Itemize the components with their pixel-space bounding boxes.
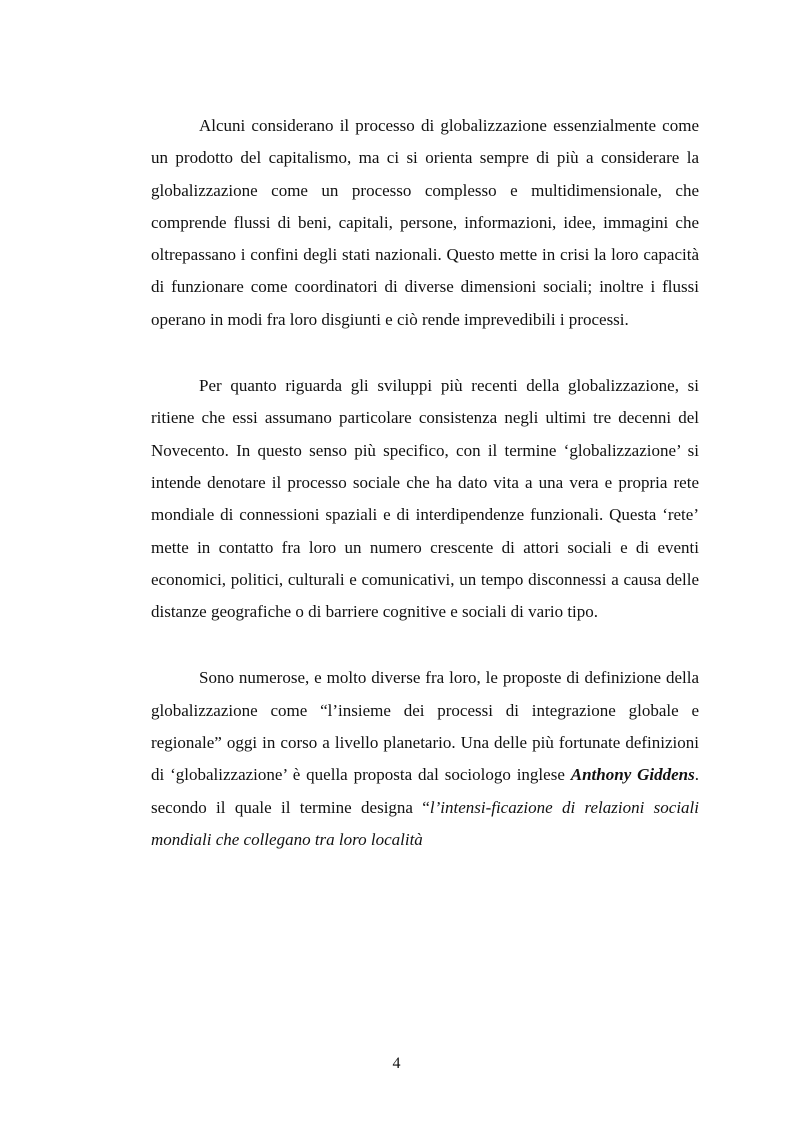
paragraph-3-text-before: Sono numerose, e molto diverse fra loro, le proposte di definizione della globalizzazione come “l’insieme dei processi di integrazione globale e regionale” oggi in corso a livello planetario. Una delle più fortunate definizioni di ‘globalizzazione’ è quella proposta dal sociologo inglese (151, 668, 699, 785)
paragraph-2: Per quanto riguarda gli sviluppi più recenti della globalizzazione, si ritiene che essi assumano particolare consistenza negli ultimi tre decenni del Novecento. In questo senso più specifico, con il termine ‘globalizzazione’ si intende denotare il processo sociale che ha dato vita a una vera e propria rete mondiale di connessioni spaziali e di interdipendenze funzionali. Questa ‘rete’ mette in contatto fra loro un numero crescente di attori sociali e di eventi economici, politici, culturali e comunicativi, un tempo disconnessi a causa delle distanze geografiche o di barriere cognitive e sociali di vario tipo. (151, 376, 699, 622)
paragraph-3-text-middle: . secondo il quale il termine designa “ (151, 765, 699, 817)
paragraph-1: Alcuni considerano il processo di globalizzazione essenzialmente come un prodotto del capitalismo, ma ci si orienta sempre di più a considerare la globalizzazione come un processo complesso e multidimensionale, che comprende flussi di beni, capitali, persone, informazioni, idee, immagini che oltrepassano i confini degli stati nazionali. Questo mette in crisi la loro capacità di funzionare come coordinatori di diverse dimensioni sociali; inoltre i flussi operano in modi fra loro disgiunti e ciò rende imprevedibili i processi. (151, 116, 699, 329)
page-number: 4 (392, 1055, 401, 1072)
paragraph-3 (151, 662, 699, 856)
page-body (151, 110, 699, 856)
definition-quote: l’intensi-ficazione di relazioni sociali mondiali che collegano tra loro località (151, 797, 700, 849)
author-name: Anthony Giddens (570, 765, 695, 785)
